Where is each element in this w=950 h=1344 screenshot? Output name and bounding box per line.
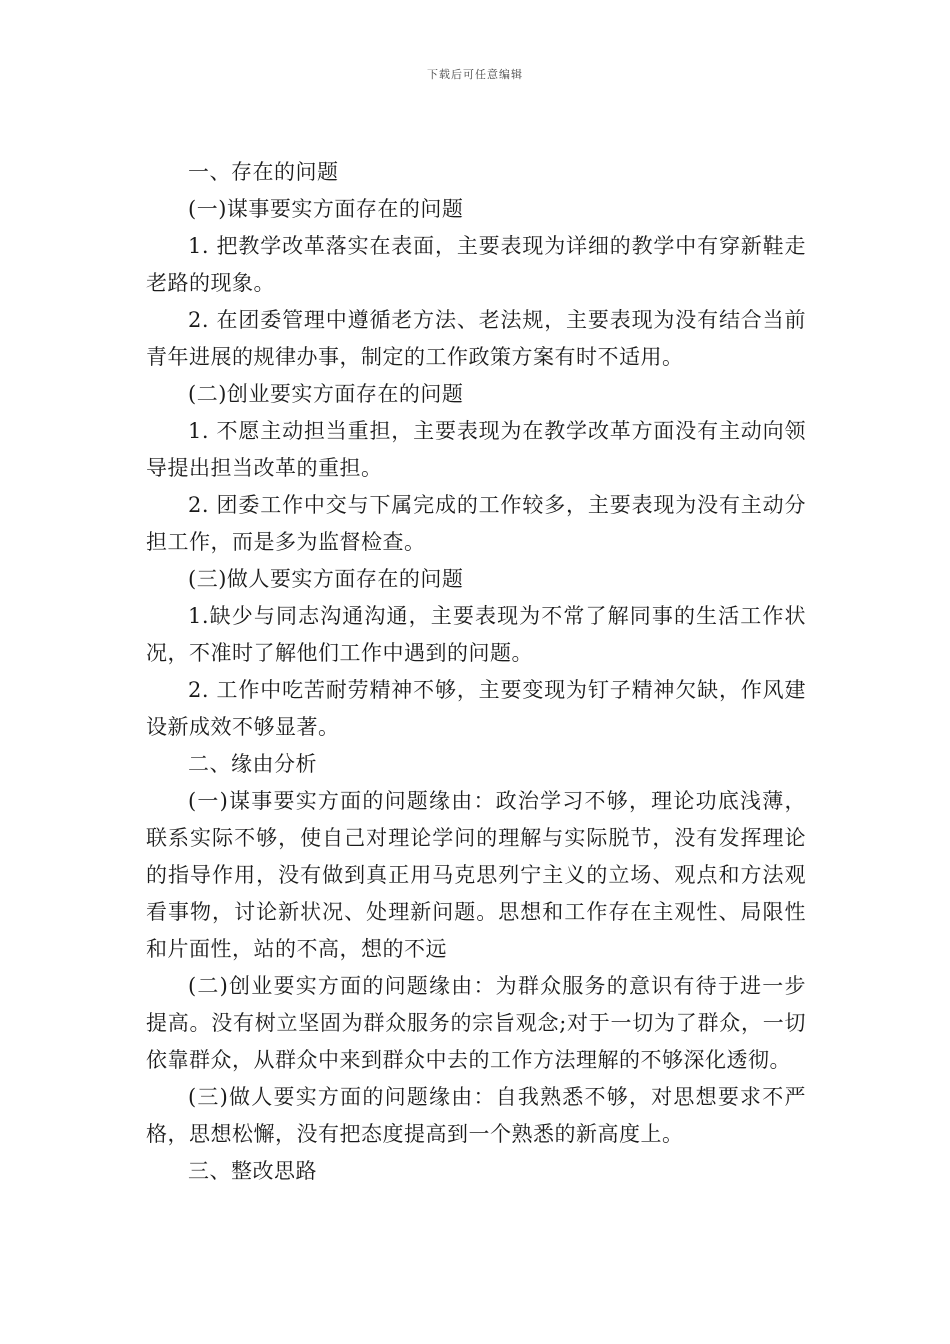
section-heading-problems: 一、存在的问题 — [188, 160, 339, 184]
paragraph: 2. 工作中吃苦耐劳精神不够，主要变现为钉子精神欠缺，作风建设新成效不够显著。 — [146, 678, 806, 739]
section-heading-analysis: 二、缘由分析 — [188, 752, 317, 776]
section-heading-rectification: 三、整改思路 — [188, 1159, 317, 1183]
header-note: 下载后可任意编辑 — [427, 68, 523, 81]
paragraph: (二)创业要实方面的问题缘由：为群众服务的意识有待于进一步提高。没有树立坚固为群众服务的宗旨观念;对于一切为了群众，一切依靠群众，从群众中来到群众中去的工作方法理解的不够深化透彻。 — [146, 974, 806, 1072]
document-body — [146, 154, 806, 1190]
subheading-entrepreneurship: (二)创业要实方面存在的问题 — [188, 382, 464, 406]
paragraph: 2. 在团委管理中遵循老方法、老法规，主要表现为没有结合当前青年进展的规律办事，制定的工作政策方案有时不适用。 — [146, 308, 806, 369]
paragraph: 2. 团委工作中交与下属完成的工作较多，主要表现为没有主动分担工作，而是多为监督检查。 — [146, 493, 806, 554]
paragraph: 1.缺少与同志沟通沟通，主要表现为不常了解同事的生活工作状况，不准时了解他们工作中遇到的问题。 — [146, 604, 806, 665]
paragraph: (三)做人要实方面的问题缘由：自我熟悉不够，对思想要求不严格，思想松懈，没有把态度提高到一个熟悉的新高度上。 — [146, 1085, 806, 1146]
paragraph: (一)谋事要实方面的问题缘由：政治学习不够，理论功底浅薄，联系实际不够，使自己对理论学问的理解与实际脱节，没有发挥理论的指导作用，没有做到真正用马克思列宁主义的立场、观点和方法观看事物，讨论新状况、处理新问题。思想和工作存在主观性、局限性和片面性，站的不高，想的不远 — [146, 789, 806, 961]
subheading-conduct: (三)做人要实方面存在的问题 — [188, 567, 464, 591]
subheading-planning: (一)谋事要实方面存在的问题 — [188, 197, 464, 221]
paragraph: 1. 不愿主动担当重担，主要表现为在教学改革方面没有主动向领导提出担当改革的重担。 — [146, 419, 806, 480]
paragraph: 1. 把教学改革落实在表面，主要表现为详细的教学中有穿新鞋走老路的现象。 — [146, 234, 806, 295]
